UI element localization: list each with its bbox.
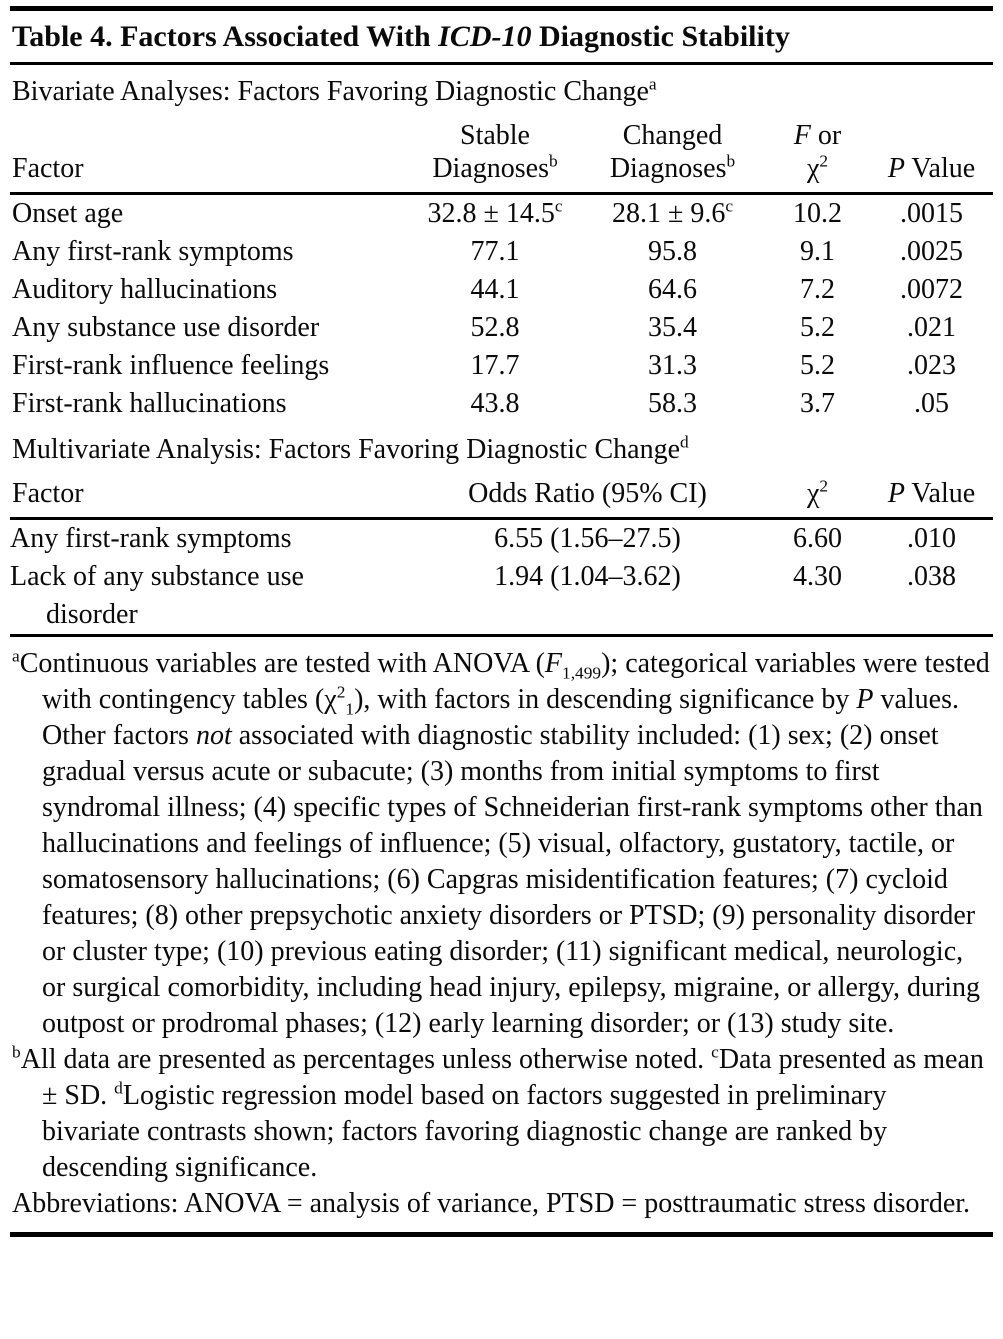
bivariate-row [10, 347, 993, 385]
p-value-cell: .023 [907, 350, 956, 381]
p-value-cell: .05 [914, 388, 949, 419]
footnote-bcd: $^b$All data are presented as percentages unless otherwise noted. $^c$Data presented as mean ± SD. $^d$Logistic regression model based on factors suggested in preliminary bivariate contrasts shown; factors favoring diagnostic change are ranked by descending significance. [12, 1042, 984, 1183]
stable-cell: 44.1 [470, 274, 520, 305]
stable-value: 32.8 ± 14.5 [427, 198, 555, 229]
factor-cell: Any substance use disorder [12, 312, 320, 343]
factor-cell: Auditory hallucinations [12, 274, 278, 305]
header-odds-ratio: Odds Ratio (95% CI) [468, 478, 707, 509]
bivariate-row [10, 385, 993, 423]
changed-value: 28.1 ± 9.6 [611, 198, 726, 229]
stat-cell: 6.60 [793, 523, 842, 554]
changed-cell: 35.4 [648, 312, 697, 343]
p-value-cell: .0072 [900, 274, 963, 305]
header-p-value: P Value [887, 153, 976, 184]
p-value-cell: .038 [907, 561, 956, 592]
factor-cell: Any first-rank symptoms [12, 236, 294, 267]
stat-cell: 4.30 [793, 561, 842, 592]
stable-cell [410, 195, 580, 233]
factor-cell: Any first-rank symptoms [10, 523, 292, 554]
bivariate-header-row [10, 115, 993, 192]
changed-cell [580, 195, 765, 233]
stat-cell: 9.1 [800, 236, 835, 267]
stat-cell: 3.7 [800, 388, 835, 419]
stable-cell: 52.8 [470, 312, 520, 343]
multivariate-row [10, 558, 993, 634]
stat-cell: 5.2 [800, 350, 835, 381]
p-value-cell: .021 [907, 312, 956, 343]
changed-cell: 31.3 [648, 350, 697, 381]
footnote-marker: c [725, 196, 734, 216]
changed-cell: 64.6 [648, 274, 697, 305]
factor-cell: First-rank influence feelings [12, 350, 330, 381]
factor-cell: Lack of any substance use disorder [10, 561, 304, 630]
stat-cell: 5.2 [800, 312, 835, 343]
factor-cell: First-rank hallucinations [12, 388, 287, 419]
stat-cell: 7.2 [800, 274, 835, 305]
stable-cell: 43.8 [470, 388, 520, 419]
factor-cell: Onset age [12, 198, 124, 229]
odds-ratio-cell: 6.55 (1.56–27.5) [494, 523, 681, 554]
stable-cell: 17.7 [470, 350, 520, 381]
header-chi-square: $\chi^2$ [806, 476, 829, 509]
footnote-a: $^a$Continuous variables are tested with ANOVA $(F_{1,499})$; categorical variables were tested with contingency tables $(\chi^2_1)$, with factors in descending significance by P values. Other factors not associated with diagnostic stability included: (1) sex; (2) onset gradual versus acute or subacute; (3) months from initial symptoms to first syndromal illness; (4) specific types of Schneiderian first-rank symptoms other than hallucinations and feelings of influence; (5) visual, olfactory, gustatory, tactile, or somatosensory hallucinations; (6) Capgras misidentification features; (7) cycloid features; (8) other prepsychotic anxiety disorders or PTSD; (9) personality disorder or cluster type; (10) previous eating disorder; (11) significant medical, neurologic, or surgical comorbidity, including head injury, epilepsy, migraine, or allergy, during outpost or prodromal phases; (12) early learning disorder; or (13) study site. [12, 646, 990, 1039]
p-value-cell: .010 [907, 523, 956, 554]
changed-cell: 58.3 [648, 388, 697, 419]
header-f-or-chi-square: F or $\chi^2$ [793, 120, 842, 184]
multivariate-header-row [10, 473, 993, 517]
multivariate-row [10, 520, 993, 558]
bivariate-heading: Bivariate Analyses: Factors Favoring Diagnostic Change$^a$ [12, 74, 657, 107]
abbreviations-note: Abbreviations: ANOVA = analysis of variance, PTSD = posttraumatic stress disorder. [12, 1188, 971, 1219]
header-factor: Factor [12, 478, 84, 509]
footnotes-block [10, 637, 993, 1232]
stable-cell: 77.1 [470, 236, 520, 267]
bivariate-row [10, 309, 993, 347]
odds-ratio-cell: 1.94 (1.04–3.62) [494, 561, 681, 592]
p-value-cell: .0015 [900, 198, 963, 229]
bivariate-row [10, 233, 993, 271]
header-p-value: P Value [887, 478, 976, 509]
bivariate-row [10, 271, 993, 309]
bottom-margin [10, 1237, 993, 1245]
header-stable-diagnoses: Stable Diagnoses$^b$ [432, 120, 558, 184]
changed-cell: 95.8 [648, 236, 697, 267]
p-value-cell: .0025 [900, 236, 963, 267]
multivariate-heading: Multivariate Analysis: Factors Favoring Diagnostic Change$^d$ [12, 432, 689, 465]
bivariate-row [10, 195, 993, 233]
table-title: Table 4. Factors Associated With ICD-10 Diagnostic Stability [12, 20, 790, 53]
header-changed-diagnoses: Changed Diagnoses$^b$ [609, 120, 736, 184]
header-factor: Factor [12, 153, 84, 184]
footnote-marker: c [554, 196, 563, 216]
stat-cell: 10.2 [793, 198, 842, 229]
